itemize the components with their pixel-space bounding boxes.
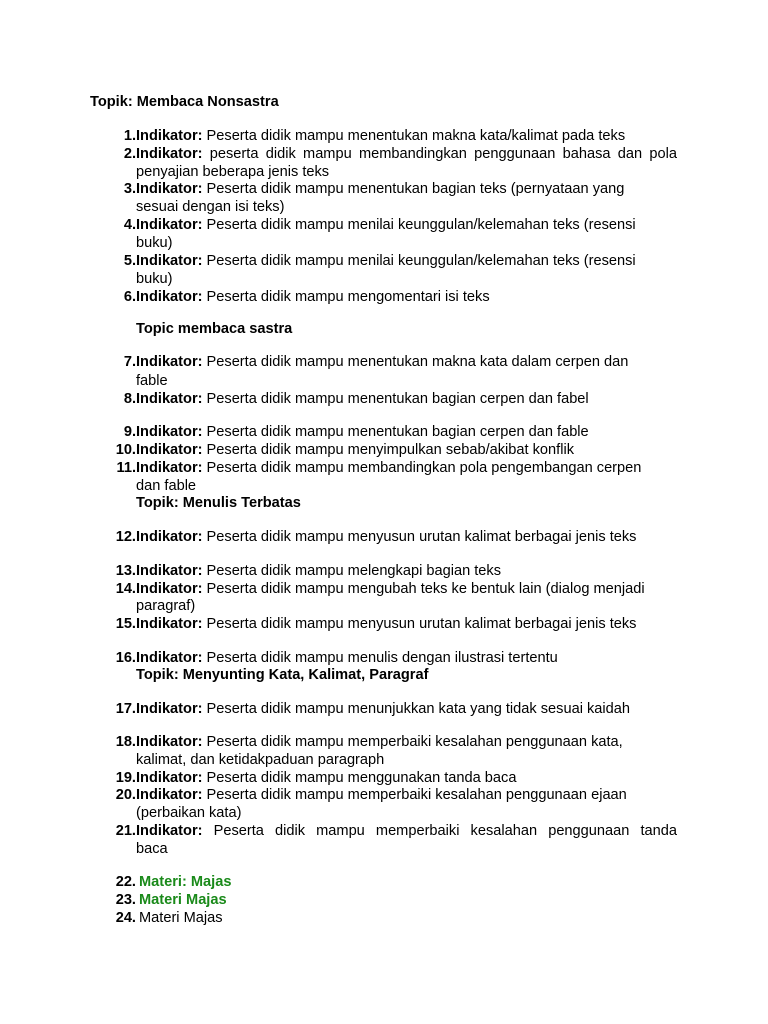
indikator-label: Indikator: xyxy=(136,354,203,370)
materi-text: Materi: Majas xyxy=(139,874,232,890)
item-number: 1. xyxy=(123,128,136,144)
item-number: 21. xyxy=(115,823,136,839)
item-line: Peserta didik mampu menentukan makna kata/kalimat pada teks xyxy=(206,128,626,144)
item-line: Peserta didik mampu menentukan bagian teks (pernyataan yang xyxy=(206,181,625,197)
item-line: Peserta didik mampu menyusun urutan kalimat berbagai jenis teks xyxy=(206,616,637,632)
item-line: Peserta didik mampu menyimpulkan sebab/akibat konflik xyxy=(206,442,575,458)
item-line: Peserta didik mampu menentukan bagian cerpen dan fabel xyxy=(206,391,589,407)
item-number: 14. xyxy=(115,581,136,597)
item-text xyxy=(136,127,625,145)
item-number: 10. xyxy=(115,442,136,458)
item-text xyxy=(136,353,628,371)
item-number: 15. xyxy=(115,616,136,632)
item-line: Peserta didik mampu membandingkan pola pengembangan cerpen xyxy=(206,460,642,476)
item-line: Peserta didik mampu menentukan makna kata dalam cerpen dan xyxy=(206,354,629,370)
indikator-label: Indikator: xyxy=(136,391,203,407)
item-number: 9. xyxy=(123,424,136,440)
item-text xyxy=(136,580,645,598)
indikator-label: Indikator: xyxy=(136,823,203,839)
indikator-label: Indikator: xyxy=(136,128,203,144)
topic-heading-menyunting: Topik: Menyunting Kata, Kalimat, Paragraf xyxy=(136,667,429,683)
item-line: sesuai dengan isi teks) xyxy=(136,199,285,215)
item-text xyxy=(136,615,636,633)
item-line: peserta didik mampu membandingkan penggunaan bahasa dan pola xyxy=(209,146,677,162)
item-line: Peserta didik mampu menilai keunggulan/kelemahan teks (resensi xyxy=(206,217,636,233)
item-line: Peserta didik mampu menyusun urutan kalimat berbagai jenis teks xyxy=(206,529,637,545)
item-line: kalimat, dan ketidakpaduan paragraph xyxy=(136,752,385,768)
item-text xyxy=(136,145,677,163)
indikator-label: Indikator: xyxy=(136,616,203,632)
item-number: 13. xyxy=(115,563,136,579)
item-line: paragraf) xyxy=(136,598,196,614)
item-line: Peserta didik mampu memperbaiki kesalahan penggunaan ejaan xyxy=(206,787,627,803)
item-line: Peserta didik mampu mengubah teks ke bentuk lain (dialog menjadi xyxy=(206,581,645,597)
item-number: 8. xyxy=(123,391,136,407)
item-number: 6. xyxy=(123,289,136,305)
item-number: 23. xyxy=(115,892,136,908)
indikator-label: Indikator: xyxy=(136,253,203,269)
item-line: Peserta didik mampu mengomentari isi teks xyxy=(206,289,490,305)
item-number: 2. xyxy=(123,146,136,162)
item-number: 22. xyxy=(115,874,136,890)
indikator-label: Indikator: xyxy=(136,442,203,458)
item-number: 7. xyxy=(123,354,136,370)
item-text xyxy=(136,649,558,667)
item-text xyxy=(136,441,574,459)
indikator-label: Indikator: xyxy=(136,424,203,440)
item-text xyxy=(136,423,589,441)
indikator-label: Indikator: xyxy=(136,787,203,803)
item-line: Peserta didik mampu melengkapi bagian teks xyxy=(206,563,502,579)
materi-text: Materi Majas xyxy=(139,910,223,926)
topic-heading-sastra: Topic membaca sastra xyxy=(136,321,293,337)
item-line: baca xyxy=(136,841,168,857)
item-text xyxy=(136,288,490,306)
item-line: buku) xyxy=(136,271,173,287)
item-number: 19. xyxy=(115,770,136,786)
item-line: (perbaikan kata) xyxy=(136,805,242,821)
item-text xyxy=(136,822,677,840)
indikator-label: Indikator: xyxy=(136,563,203,579)
item-text xyxy=(136,700,630,718)
item-text xyxy=(136,390,589,408)
item-number: 12. xyxy=(115,529,136,545)
item-number: 24. xyxy=(115,910,136,926)
indikator-label: Indikator: xyxy=(136,734,203,750)
indikator-label: Indikator: xyxy=(136,770,203,786)
item-text xyxy=(136,769,516,787)
item-line: buku) xyxy=(136,235,173,251)
item-number: 5. xyxy=(123,253,136,269)
indikator-label: Indikator: xyxy=(136,181,203,197)
item-line: Peserta didik mampu menunjukkan kata yang tidak sesuai kaidah xyxy=(206,701,631,717)
item-number: 4. xyxy=(123,217,136,233)
item-text xyxy=(136,459,641,477)
indikator-label: Indikator: xyxy=(136,581,203,597)
item-line: Peserta didik mampu menilai keunggulan/kelemahan teks (resensi xyxy=(206,253,636,269)
indikator-label: Indikator: xyxy=(136,146,203,162)
item-number: 18. xyxy=(115,734,136,750)
item-number: 16. xyxy=(115,650,136,666)
item-text xyxy=(136,252,636,270)
indikator-label: Indikator: xyxy=(136,529,203,545)
item-line: Peserta didik mampu menggunakan tanda baca xyxy=(206,770,517,786)
item-text xyxy=(136,216,636,234)
item-text xyxy=(136,562,501,580)
item-line: Peserta didik mampu menentukan bagian cerpen dan fable xyxy=(206,424,589,440)
item-line: Peserta didik mampu memperbaiki kesalahan penggunaan kata, xyxy=(206,734,623,750)
indikator-label: Indikator: xyxy=(136,650,203,666)
item-line: fable xyxy=(136,373,168,389)
item-line: dan fable xyxy=(136,478,197,494)
topic-heading-nonsastra: Topik: Membaca Nonsastra xyxy=(90,94,279,110)
topic-heading-menulis: Topik: Menulis Terbatas xyxy=(136,495,301,511)
indikator-label: Indikator: xyxy=(136,289,203,305)
materi-text: Materi Majas xyxy=(139,892,227,908)
item-text xyxy=(136,528,636,546)
item-line: penyajian beberapa jenis teks xyxy=(136,164,330,180)
item-number: 3. xyxy=(123,181,136,197)
indikator-label: Indikator: xyxy=(136,701,203,717)
indikator-label: Indikator: xyxy=(136,217,203,233)
indikator-label: Indikator: xyxy=(136,460,203,476)
item-text xyxy=(136,786,627,804)
item-number: 17. xyxy=(115,701,136,717)
item-text xyxy=(136,180,624,198)
item-text xyxy=(136,733,623,751)
item-number: 11. xyxy=(116,460,136,476)
item-number: 20. xyxy=(115,787,136,803)
item-line: Peserta didik mampu menulis dengan ilustrasi tertentu xyxy=(206,650,558,666)
item-line: Peserta didik mampu memperbaiki kesalahan penggunaan tanda xyxy=(213,823,677,839)
